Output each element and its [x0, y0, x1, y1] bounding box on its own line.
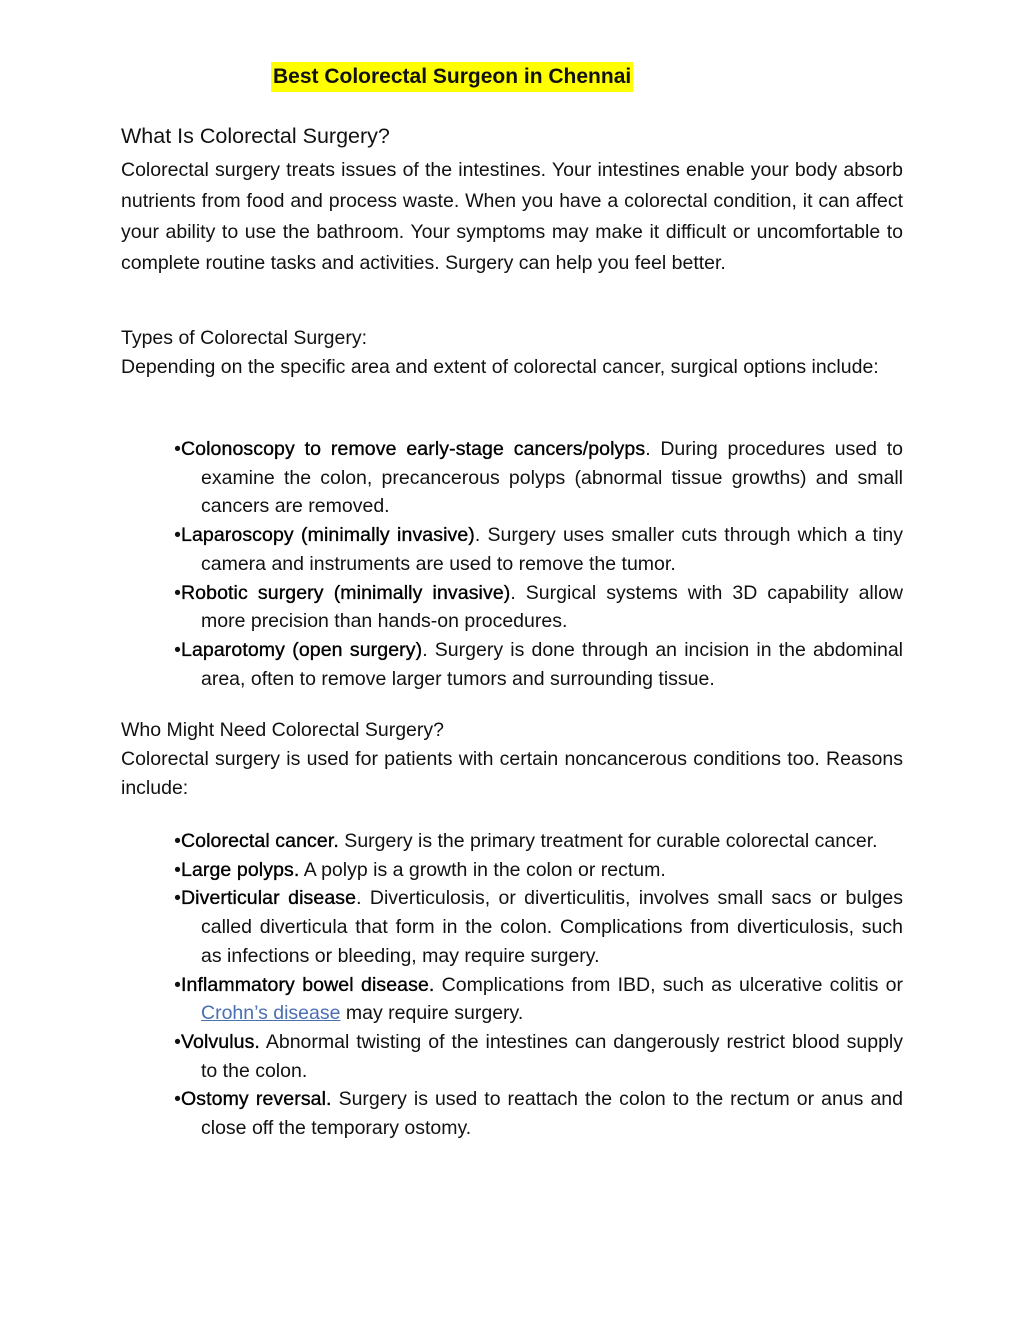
bullet-icon: •: [174, 973, 181, 996]
item-lead: Large polyps.: [181, 858, 300, 881]
item-lead: Laparotomy (open surgery): [181, 638, 423, 661]
types-label: Types of Colorectal Surgery:: [121, 327, 368, 349]
bullet-icon: •: [174, 524, 181, 547]
item-text: . Surgery uses smaller cuts through which a tiny camera and instruments are used to remove the tumor.: [201, 524, 903, 575]
bullet-icon: •: [174, 638, 181, 661]
list-item: [169, 884, 903, 970]
section-heading-what-is: What Is Colorectal Surgery?: [121, 124, 390, 148]
item-text: . Diverticulosis, or diverticulitis, involves small sacs or bulges called diverticula that form in the colon. Complications from diverticulosis, such as infections or bleeding, may require surgery.: [201, 887, 903, 967]
item-text: may require surgery.: [340, 1002, 524, 1025]
item-text: Surgery is used to reattach the colon to the rectum or anus and close off the temporary ostomy.: [201, 1088, 903, 1140]
list-item: [169, 1085, 903, 1142]
types-block: [121, 324, 903, 382]
item-lead: Volvulus.: [181, 1030, 260, 1053]
bullet-icon: •: [174, 858, 181, 881]
list-item: [169, 1028, 903, 1085]
list-item: [169, 521, 903, 578]
list-item: [169, 579, 903, 636]
item-text: Surgery is the primary treatment for curable colorectal cancer.: [338, 830, 878, 852]
list-item: [169, 971, 903, 1028]
bullet-icon: •: [174, 1030, 181, 1053]
who-label: Who Might Need Colorectal Surgery?: [121, 719, 444, 741]
intro-paragraph: Colorectal surgery treats issues of the intestines. Your intestines enable your body absorb nutrients from food and process waste. When you have a colorectal condition, it can affect your ability to use the bathroom. Your symptoms may make it difficult or uncomfortable to complete routine tasks and activities. Surgery can help you feel better.: [121, 159, 903, 274]
item-text: Complications from IBD, such as ulcerative colitis or: [434, 973, 903, 996]
who-list: [169, 827, 903, 1143]
types-intro: Depending on the specific area and extent of colorectal cancer, surgical options include:: [121, 356, 879, 378]
document-title: Best Colorectal Surgeon in Chennai: [271, 62, 633, 92]
who-intro: Colorectal surgery is used for patients with certain noncancerous conditions too. Reasons include:: [121, 748, 903, 799]
list-item: [169, 856, 903, 885]
item-text: . Surgery is done through an incision in the abdominal area, often to remove larger tumors and surrounding tissue.: [201, 638, 903, 690]
crohns-disease-link[interactable]: Crohn’s disease: [201, 1002, 341, 1025]
bullet-icon: •: [174, 830, 181, 852]
item-lead: Laparoscopy (minimally invasive): [181, 524, 475, 547]
item-lead: Colonoscopy to remove early-stage cancers/polyps: [181, 438, 646, 460]
item-lead: Colorectal cancer.: [181, 830, 339, 852]
list-item: [169, 827, 903, 856]
item-text: A polyp is a growth in the colon or rectum.: [299, 858, 666, 881]
list-item: [169, 636, 903, 693]
who-block: [121, 716, 903, 803]
bullet-icon: •: [174, 1088, 181, 1111]
item-lead: Robotic surgery (minimally invasive): [181, 581, 511, 604]
item-lead: Ostomy reversal.: [181, 1088, 332, 1111]
item-lead: Diverticular disease: [181, 887, 357, 910]
item-text: Abnormal twisting of the intestines can dangerously restrict blood supply to the colon.: [201, 1030, 903, 1082]
bullet-icon: •: [174, 581, 181, 604]
item-text: . Surgical systems with 3D capability allow more precision than hands-on procedures.: [201, 581, 904, 633]
list-item: [169, 435, 903, 521]
bullet-icon: •: [174, 438, 181, 460]
item-text: . During procedures used to examine the colon, precancerous polyps (abnormal tissue growths) and small cancers are removed.: [201, 438, 903, 518]
types-list: [169, 435, 903, 693]
item-lead: Inflammatory bowel disease.: [181, 973, 435, 996]
bullet-icon: •: [174, 887, 181, 910]
